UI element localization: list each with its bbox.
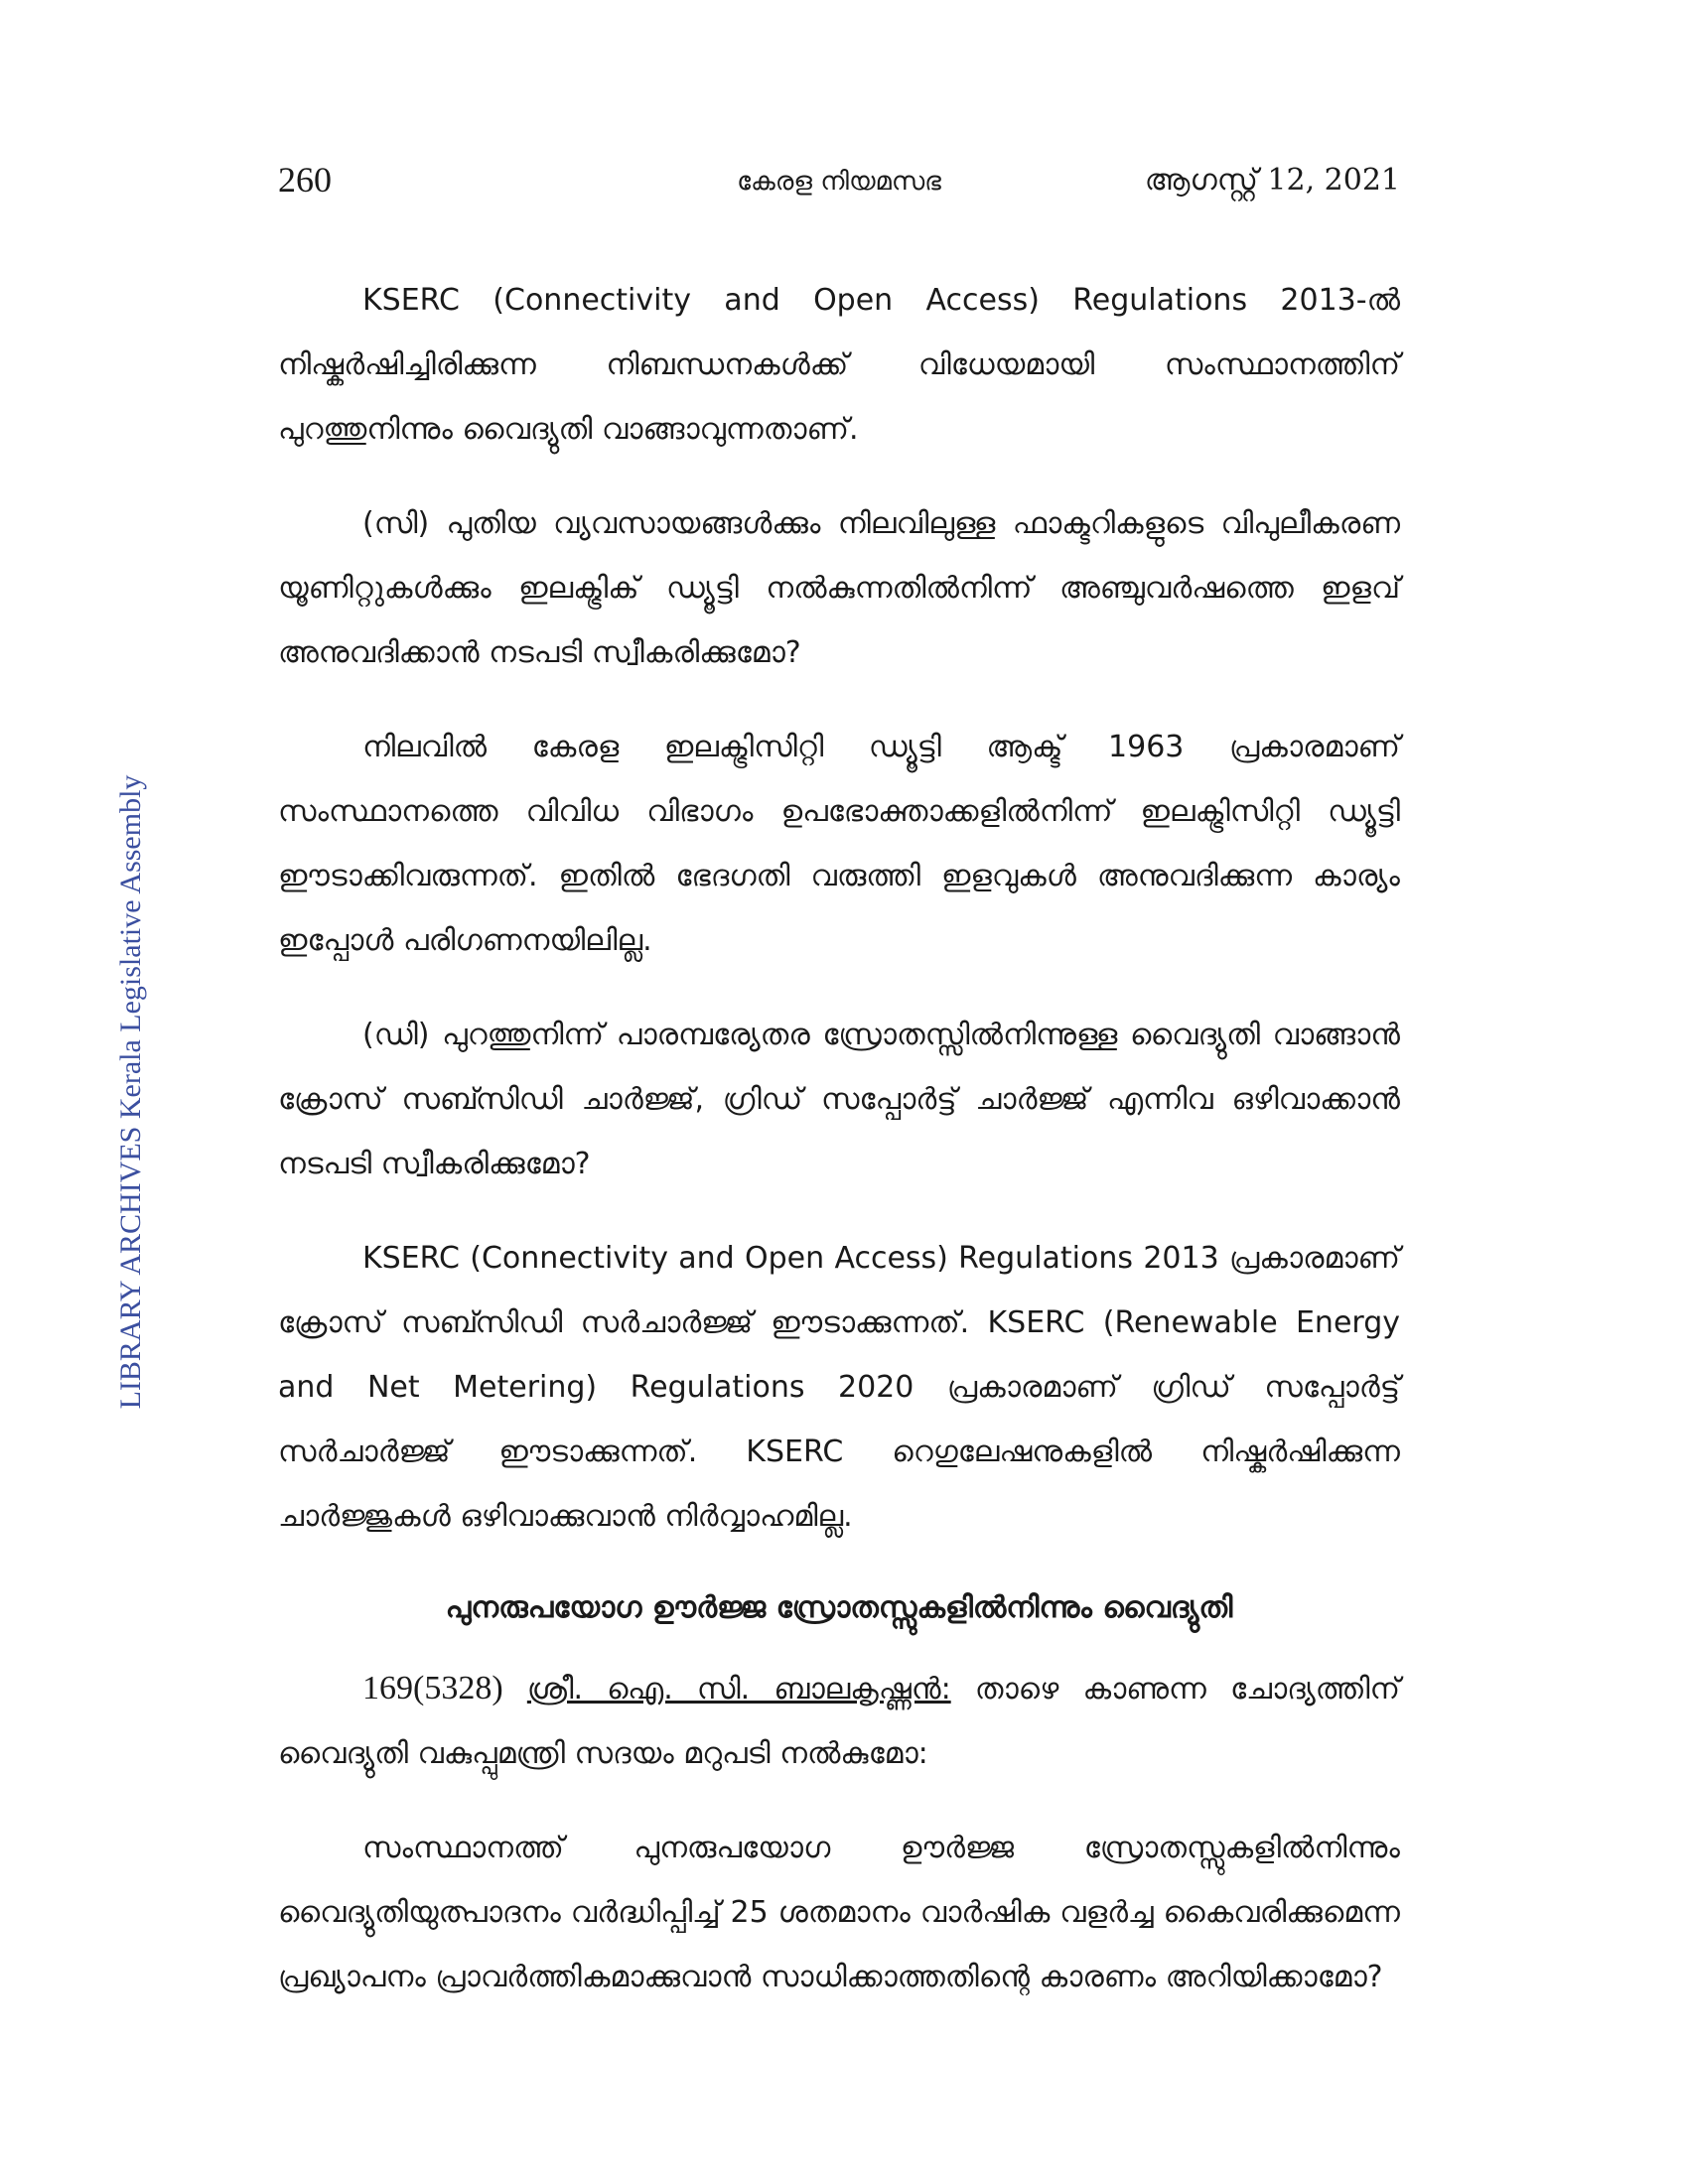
question-intro-text: താഴെ കാണുന്ന ചോദ്യത്തിന് വൈദ്യുതി വകുപ്പുമന്ത്രി സദയം മറുപടി നൽകുമോ: [278,1672,1401,1771]
answer-paragraph: KSERC (Connectivity and Open Access) Regulations 2013-ൽ നിഷ്കർഷിച്ചിരിക്കുന്ന നിബന്ധനകൾക്ക് വിധേയമായി സംസ്ഥാനത്തിന് പുറത്തുനിന്നും വൈദ്യുതി വാങ്ങാവുന്നതാണ്. [278,283,1400,447]
page-number: 260 [278,160,332,200]
question-paragraph: (ഡി) പുറത്തുനിന്ന് പാരമ്പര്യേതര സ്രോതസ്സിൽനിന്നുള്ള വൈദ്യുതി വാങ്ങാൻ ക്രോസ് സബ്സിഡി ചാർജ്ജ്, ഗ്രിഡ് സപ്പോർട്ട് ചാർജ്ജ് എന്നിവ ഒഴിവാക്കാൻ നടപടി സ്വീകരിക്കുമോ? [278,1018,1400,1181]
answer-paragraph: നിലവിൽ കേരള ഇലക്ട്രിസിറ്റി ഡ്യൂട്ടി ആക്ട് 1963 പ്രകാരമാണ് സംസ്ഥാനത്തെ വിവിധ വിഭാഗം ഉപഭോക്താക്കളിൽനിന്ന് ഇലക്ട്രിസിറ്റി ഡ്യൂട്ടി ഈടാക്കിവരുന്നത്. ഇതിൽ ഭേദഗതി വരുത്തി ഇളവുകൾ അനുവദിക്കുന്ന കാര്യം ഇപ്പോൾ പരിഗണനയിലില്ല. [278,730,1400,958]
question-text: സംസ്ഥാനത്ത് പുനരുപയോഗ ഊർജ്ജ സ്രോതസ്സുകളിൽനിന്നും വൈദ്യുതിയുത്പാദനം വർദ്ധിപ്പിച്ച് 25 ശതമാനം വാർഷിക വളർച്ച കൈവരിക്കുമെന്ന പ്രഖ്യാപനം പ്രാവർത്തികമാക്കുവാൻ സാധിക്കാത്തതിന്റെ കാരണം അറിയിക്കാമോ? [278,1831,1400,1994]
question-paragraph: (സി) പുതിയ വ്യവസായങ്ങൾക്കും നിലവിലുള്ള ഫാക്ടറികളുടെ വിപുലീകരണ യൂണിറ്റുകൾക്കും ഇലക്ട്രിക് ഡ്യൂട്ടി നൽകുന്നതിൽനിന്ന് അഞ്ചുവർഷത്തെ ഇളവ് അനുവദിക്കാൻ നടപടി സ്വീകരിക്കുമോ? [278,506,1400,670]
section-title: പുനരുപയോഗ ഊർജ്ജ സ്രോതസ്സുകളിൽനിന്നും വൈദ്യുതി [445,1590,1233,1625]
header-date: ആഗസ്റ്റ് 12, 2021 [1144,163,1400,198]
member-name: ശ്രീ. ഐ. സി. ബാലകൃഷ്ണൻ: [526,1672,951,1706]
question-intro [278,1656,1400,1786]
page-header [278,159,1400,208]
header-title: കേരള നിയമസഭ [737,167,941,197]
page-body [278,268,1400,2039]
archive-watermark: LIBRARY ARCHIVES Kerala Legislative Assembly [114,774,147,1410]
question-number: 169(5328) [362,1670,503,1706]
answer-paragraph: KSERC (Connectivity and Open Access) Regulations 2013 പ്രകാരമാണ് ക്രോസ് സബ്സിഡി സർചാർജ്ജ് ഈടാക്കുന്നത്. KSERC (Renewable Energy and Net Metering) Regulations 2020 പ്രകാരമാണ് ഗ്രിഡ് സപ്പോർട്ട് സർചാർജ്ജ് ഈടാക്കുന്നത്. KSERC റെഗുലേഷനുകളിൽ നിഷ്കർഷിക്കുന്ന ചാർജ്ജുകൾ ഒഴിവാക്കുവാൻ നിർവ്വാഹമില്ല. [278,1241,1400,1534]
